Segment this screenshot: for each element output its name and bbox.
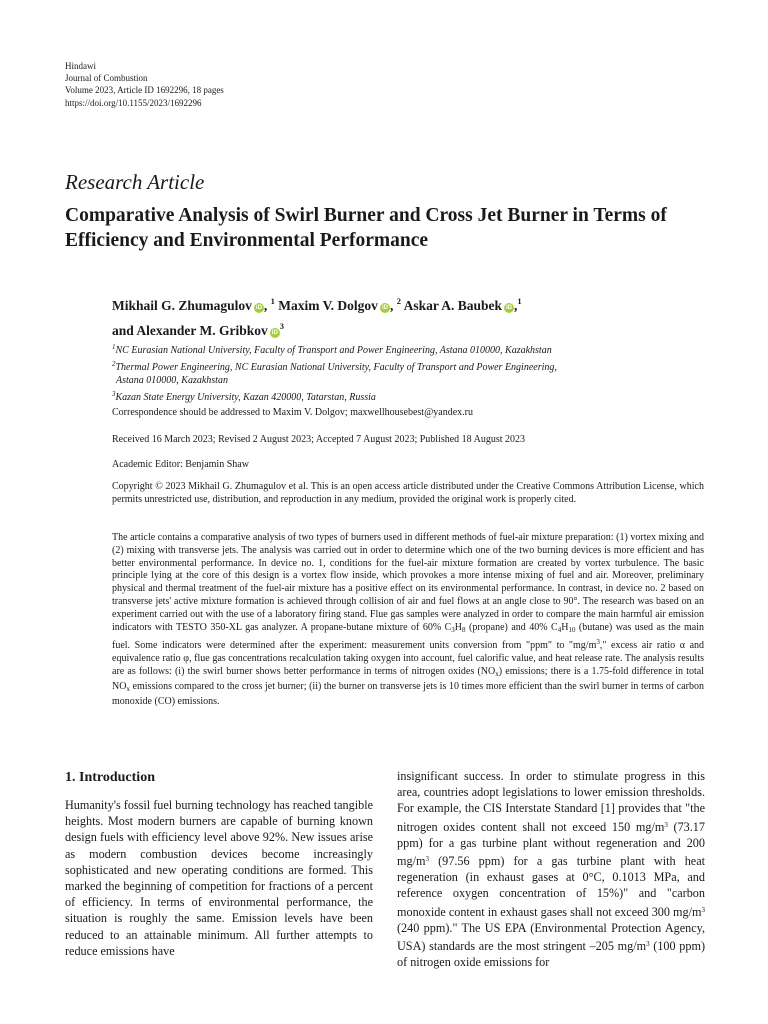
subscript: x <box>126 684 130 693</box>
body-text: (73.17 ppm) for a gas turbine plant without regeneration and 200 mg/m <box>397 819 705 869</box>
orcid-icon[interactable]: iD <box>271 330 278 336</box>
section-heading: 1. Introduction <box>65 770 155 785</box>
affiliation-continuation: Astana 010000, Kazakhstan <box>116 375 228 386</box>
subscript: x <box>495 669 499 678</box>
superscript: 3 <box>664 820 668 829</box>
subscript: 4 <box>557 625 562 634</box>
author-separator: , <box>263 298 271 313</box>
superscript: 3 <box>425 855 429 864</box>
orcid-icon[interactable]: iD <box>255 305 262 311</box>
affiliation-number: 3 <box>112 389 116 398</box>
author-name[interactable]: Askar A. Baubek <box>403 298 502 313</box>
author-name[interactable]: Maxim V. Dolgov <box>278 298 378 313</box>
author-name[interactable]: and Alexander M. Gribkov <box>112 323 268 338</box>
superscript: 3 <box>596 638 600 647</box>
journal-header <box>65 60 224 109</box>
article-type: Research Article <box>65 170 205 194</box>
affiliation-item <box>112 358 672 375</box>
author-separator: , <box>514 298 518 313</box>
subscript: 3 <box>451 625 455 634</box>
volume-info: Volume 2023, Article ID 1692296, 18 pages <box>65 85 224 96</box>
affiliation-item <box>112 341 672 358</box>
author-list <box>112 291 672 341</box>
correspondence[interactable]: Correspondence should be addressed to Maxim V. Dolgov; maxwellhousebest@yandex.ru <box>112 407 473 418</box>
superscript: 3 <box>646 940 650 949</box>
journal-name: Journal of Combustion <box>65 73 148 84</box>
body-text: insignificant success. In order to stimulate progress in this area, countries adopt legislations to lower emission thresholds. For example, the CIS Interstate Standard [1] provides that "the nitrogen oxides content shall not exceed 150 mg/m <box>397 769 705 834</box>
orcid-icon[interactable]: iD <box>506 305 512 311</box>
copyright-notice: Copyright © 2023 Mikhail G. Zhumagulov et al. This is an open access article distributed under the Creative Commons Attribution License, which permits unrestricted use, distribution, and reproduction in any medium, provided the original work is properly cited. <box>112 481 704 506</box>
intro-right-column <box>397 768 705 970</box>
publisher: Hindawi <box>65 61 96 71</box>
subscript: 10 <box>568 625 576 634</box>
subscript: 8 <box>462 625 466 634</box>
body-text: (100 ppm) of nitrogen oxide emissions for <box>397 939 705 970</box>
abstract-text: (propane) and 40% C <box>465 621 558 633</box>
abstract-text: (butane) was used as the main fuel. Some indicators were determined after the experiment: measurement units conversion from "ppm" to "mg/m <box>112 621 704 652</box>
affiliation-mark: 3 <box>279 321 285 331</box>
academic-editor: Academic Editor: Benjamin Shaw <box>112 459 249 470</box>
body-text: (240 ppm)." The US EPA (Environmental Protection Agency, USA) standards are the most stringent –205 mg/m <box>397 920 705 954</box>
affiliation-item <box>112 388 672 405</box>
body-text: (97.56 ppm) for a gas turbine plant with heat regeneration (in exhaust gases at 0°C, 0.1013 MPa, and reference oxygen concentration of 15%)" and "carbon monoxide content in exhaust gases shall not exceed 300 mg/m <box>397 854 705 919</box>
affiliation-text: Kazan State Energy University, Kazan 420000, Tatarstan, Russia <box>115 391 376 403</box>
affiliation-number: 1 <box>112 343 116 351</box>
article-title: Comparative Analysis of Swirl Burner and Cross Jet Burner in Terms of Efficiency and Environmental Performance <box>65 205 667 251</box>
abstract-text: emissions compared to the cross jet burner; (ii) the burner on transverse jets is 10 times more efficient than the swirl burner in terms of carbon monoxide (CO) emissions. <box>112 680 704 707</box>
affiliations <box>112 341 672 404</box>
abstract-text: ) emissions; there is a 1.75-fold difference in total NO <box>112 665 704 692</box>
affiliation-text: NC Eurasian National University, Faculty of Transport and Power Engineering, Astana 010000, Kazakhstan <box>115 345 552 356</box>
intro-left-column: Humanity's fossil fuel burning technology has reached tangible heights. Most modern burners are capable of burning known design fuels with efficiency level above 92%. New issues arise as modern combustion devices become increasingly sophisticated and new operating conditions are formed. This marked the beginning of competition for fractions of a percent of efficiency. In terms of environmental performance, the situation is roughly the same. Emission levels have been reduced to an attainable minimum. All further attempts to reduce emissions have <box>65 798 373 958</box>
affiliation-mark: 1 <box>517 296 522 306</box>
affiliation-number: 2 <box>112 359 116 368</box>
orcid-icon[interactable]: iD <box>381 305 388 311</box>
superscript: 3 <box>701 905 705 914</box>
affiliation-mark: 2 <box>396 296 401 306</box>
affiliation-mark: 1 <box>270 296 275 306</box>
author-separator: , <box>389 298 397 313</box>
author-name[interactable]: Mikhail G. Zhumagulov <box>112 298 252 313</box>
abstract-text: The article contains a comparative analysis of two types of burners used in different methods of fuel-air mixture preparation: (1) vortex mixing and (2) mixing with transverse jets. The analysis was carried out in order to determine which one of the two burning devices is more efficient and has better environmental performance. In device no. 1, conditions for the fuel-air mixture formation are created by vortex turbulence. The basic principle lying at the core of this design is a vortex flow inside, which provokes a more intense mixing of fuel and air. Moreover, preliminary physical and thermal treatment of the fuel-air mixture has a positive effect on its environmental performance. In contrast, in device no. 2 based on transverse jets' active mixture formation is achieved through collision of air and fuel flows at an angle close to 90°. The research was based on an experiment carried out with the use of a laboratory firing stand. Flue gas samples were analyzed in order to compare the main harmful air emission indicators with TESTO 350-XL gas analyzer. A propane-butane mixture of 60% C <box>112 532 704 633</box>
abstract: The article contains a comparative analysis of two types of burners used in different methods of fuel-air mixture preparation: (1) vortex mixing and (2) mixing with transverse jets. The analysis was carried out in order to determine which one of the two burning devices is more efficient and has better environmental performance. In device no. 1, conditions for the fuel-air mixture formation are created by vortex turbulence. The basic principle lying at the core of this design is a vortex flow inside, which provokes a more intense mixing of fuel and air. Moreover, preliminary physical and thermal treatment of the fuel-air mixture has a positive effect on its environmental performance. In contrast, in device no. 2 based on transverse jets' active mixture formation is achieved through collision of air and fuel flows at an angle close to 90°. The research was based on an experiment carried out with the use of a laboratory firing stand. Flue gas samples were analyzed in order to compare the main harmful air emission indicators with TESTO 350-XL gas analyzer. A propane-butane mixture of 60% $C_3H_8$ (propane) and 40% $C_4H_{10}$ (butane) was used as the main fuel. Some indicators were determined after the experiment: measurement units conversion from "ppm" to "$mg/m^3$," excess air ratio α and equivalence ratio φ, flue gas concentrations recalculation taking oxygen into account, fuel calorific value, and heat release rate. The analysis results are as follows: (i) the swirl burner shows better performance in terms of nitrogen oxides $(NO_x)$ emissions; there is a 1.75-fold difference in total $NO_x$ emissions compared to the cross jet burner; (ii) the burner on transverse jets is 10 times more efficient than the swirl burner in terms of carbon monoxide (CO) emissions. <box>112 532 705 707</box>
article-dates: Received 16 March 2023; Revised 2 August 2023; Accepted 7 August 2023; Published 18 August 2023 <box>112 434 526 445</box>
abstract-text: ," excess air ratio α and equivalence ratio φ, flue gas concentrations recalculation taking oxygen into account, fuel calorific value, and heat release rate. The analysis results are as follows: (i) the swirl burner shows better performance in terms of nitrogen oxides (NO <box>112 640 705 677</box>
doi-link[interactable]: https://doi.org/10.1155/2023/1692296 <box>65 97 202 108</box>
affiliation-text: Thermal Power Engineering, NC Eurasian National University, Faculty of Transport and Power Engineering, <box>115 361 557 373</box>
